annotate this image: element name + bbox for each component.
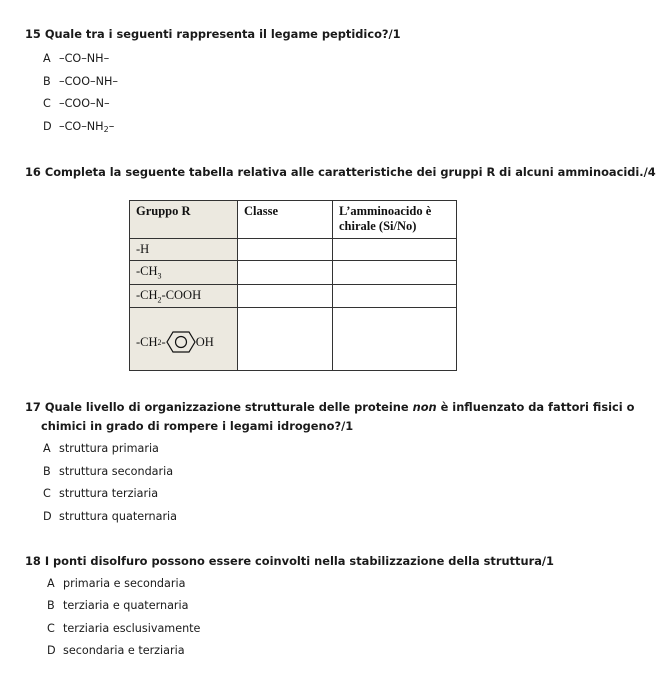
question-18-heading (25, 553, 554, 570)
option-d[interactable] (43, 120, 114, 137)
option-letter: C (43, 97, 51, 110)
option-letter: B (47, 599, 55, 612)
option-text: –CO–NH– (59, 52, 110, 65)
chirale-answer-cell[interactable] (333, 261, 457, 285)
option-letter: C (43, 487, 51, 500)
question-number: 17 (25, 400, 41, 414)
subscript: 2 (157, 337, 162, 347)
option-c[interactable] (47, 622, 200, 636)
option-letter: A (47, 577, 55, 590)
classe-answer-cell[interactable] (238, 261, 333, 285)
option-letter: A (43, 442, 51, 455)
option-text: struttura primaria (59, 442, 159, 455)
option-letter: D (43, 510, 52, 523)
table-row (130, 261, 457, 285)
chirale-answer-cell[interactable] (333, 284, 457, 308)
question-number: 15 (25, 27, 41, 41)
r-group-cell (130, 284, 238, 308)
question-16-heading (25, 164, 656, 181)
option-c[interactable] (43, 97, 110, 111)
table-row (130, 284, 457, 308)
classe-answer-cell[interactable] (238, 308, 333, 371)
question-17-heading (25, 399, 634, 416)
question-text-cont: è influenzato da fattori fisici o (436, 400, 635, 414)
option-letter: A (43, 52, 51, 65)
option-a[interactable] (43, 52, 109, 66)
r-groups-table (129, 200, 457, 371)
classe-answer-cell[interactable] (238, 284, 333, 308)
option-b[interactable] (47, 599, 189, 613)
option-b[interactable] (43, 465, 173, 479)
header-classe: Classe (238, 201, 333, 239)
question-number: 16 (25, 165, 41, 179)
question-text-emphasis: non (412, 400, 437, 414)
option-text: primaria e secondaria (63, 577, 186, 590)
option-text: –COO–N– (59, 97, 110, 110)
option-text: struttura secondaria (59, 465, 174, 478)
question-text: Quale livello di organizzazione strutturale delle proteine (44, 400, 413, 414)
option-letter: C (47, 622, 55, 635)
subscript: 3 (157, 271, 162, 281)
question-number: 18 (25, 554, 41, 568)
chirale-answer-cell[interactable] (333, 308, 457, 371)
formula-text: -CH (136, 334, 158, 349)
option-letter: B (43, 465, 51, 478)
subscript: 2 (103, 125, 109, 134)
r-group-cell (130, 308, 238, 371)
question-text: chimici in grado di rompere i legami idrogeno?/1 (41, 419, 354, 433)
question-text: I ponti disolfuro possono essere coinvolti nella stabilizzazione della struttura/1 (44, 554, 554, 568)
option-text: terziaria esclusivamente (63, 622, 201, 635)
formula-text: -CH (136, 264, 158, 278)
option-text: secondaria e terziaria (63, 644, 185, 657)
option-d[interactable] (47, 644, 185, 658)
r-group-cell: -H (130, 239, 238, 261)
benzene-ring-icon (166, 330, 196, 354)
chirale-answer-cell[interactable] (333, 239, 457, 261)
option-text: –COO–NH– (59, 75, 118, 88)
header-chirale: L’amminoacido è chirale (Si/No) (333, 201, 457, 239)
option-a[interactable] (43, 442, 159, 456)
subscript: 2 (157, 295, 162, 304)
formula-text-end: -COOH (161, 287, 202, 302)
question-17-heading-line2 (41, 418, 353, 435)
option-b[interactable] (43, 75, 118, 89)
question-text: Quale tra i seguenti rappresenta il legame peptidico?/1 (44, 27, 401, 41)
formula-text: -CH (136, 287, 158, 302)
tyrosine-formula (136, 330, 214, 354)
question-15-heading (25, 26, 401, 43)
formula-text-oh: OH (195, 334, 214, 349)
table-header-row (130, 201, 457, 239)
table-row (130, 308, 457, 371)
option-text: terziaria e quaternaria (63, 599, 189, 612)
option-letter: D (47, 644, 56, 657)
option-text-end: – (108, 120, 115, 133)
option-letter: B (43, 75, 51, 88)
option-text: struttura quaternaria (59, 510, 178, 523)
header-gruppo-r: Gruppo R (130, 201, 238, 239)
option-text: –CO–NH (59, 120, 104, 133)
classe-answer-cell[interactable] (238, 239, 333, 261)
option-text: struttura terziaria (59, 487, 159, 500)
option-letter: D (43, 120, 52, 133)
formula-text-dash: - (161, 334, 166, 349)
r-group-cell (130, 261, 238, 285)
option-a[interactable] (47, 577, 185, 591)
question-text: Completa la seguente tabella relativa alle caratteristiche dei gruppi R di alcuni amminoacidi./4 (44, 165, 656, 179)
option-d[interactable] (43, 510, 177, 524)
table-row (130, 239, 457, 261)
option-c[interactable] (43, 487, 158, 501)
